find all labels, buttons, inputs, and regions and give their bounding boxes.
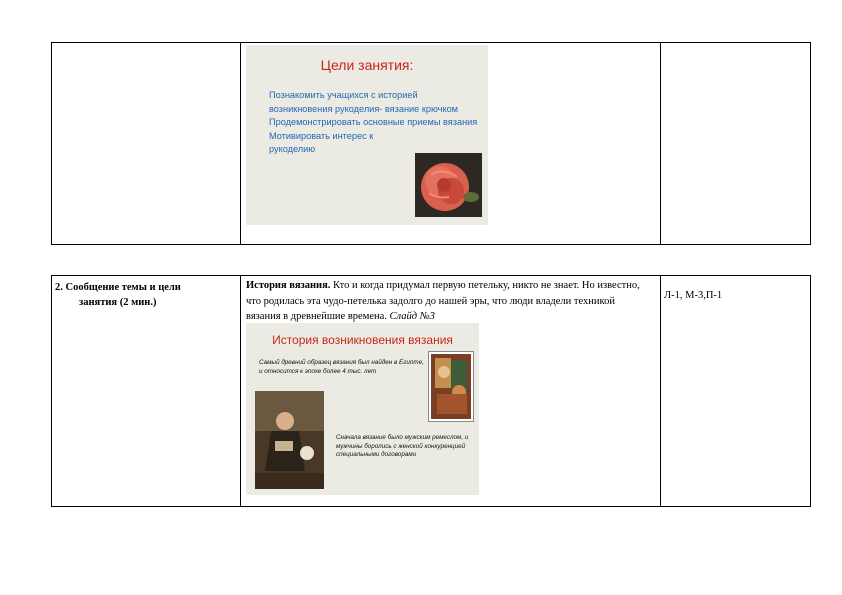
stage-title-line: занятия (2 мин.) xyxy=(79,297,157,308)
slide-reference: Слайд №3 xyxy=(389,311,435,322)
column-divider xyxy=(240,43,241,244)
history-heading: История вязания. xyxy=(246,280,331,291)
table-lower xyxy=(51,275,811,507)
goal-item: Мотивировать интерес к рукоделию xyxy=(269,130,374,154)
goal-item: Продемонстрировать основные приемы вязания xyxy=(269,117,478,127)
egyptian-painting-image xyxy=(428,351,474,422)
history-paragraph xyxy=(246,278,646,325)
slide-text: Самый древний образец вязания был найден в Египте, и относится к эпохе более 4 тыс. лет xyxy=(259,359,424,375)
stage-title xyxy=(55,280,235,310)
column-divider xyxy=(660,276,661,506)
slide-text: Сначала вязание было мужским ремеслом, и мужчины боролись с женской конкуренцией специальными договорами xyxy=(336,434,469,459)
table-upper xyxy=(51,42,811,245)
slide-title: История возникновения вязания xyxy=(272,333,453,347)
column-divider xyxy=(660,43,661,244)
slide-goals xyxy=(246,45,488,225)
column-divider xyxy=(240,276,241,506)
slide-title: Цели занятия: xyxy=(320,57,414,73)
man-knitting-painting-image xyxy=(255,391,324,489)
competence-codes: Л-1, М-3,П-1 xyxy=(664,290,723,301)
goal-item: Познакомить учащихся с историей возникновения рукоделия- вязание крючком xyxy=(269,90,458,114)
slide-history xyxy=(246,323,479,495)
history-text: Кто и когда придумал первую петельку, никто не знает. Но известно, что родилась эта чудо-петелька задолго до нашей эры, что люди владели техникой вязания в древнейшие времена. xyxy=(246,280,640,322)
slide-goals-list xyxy=(269,89,479,157)
crochet-flower-image xyxy=(415,153,482,217)
stage-title-line: 2. Сообщение темы и цели xyxy=(55,282,181,293)
